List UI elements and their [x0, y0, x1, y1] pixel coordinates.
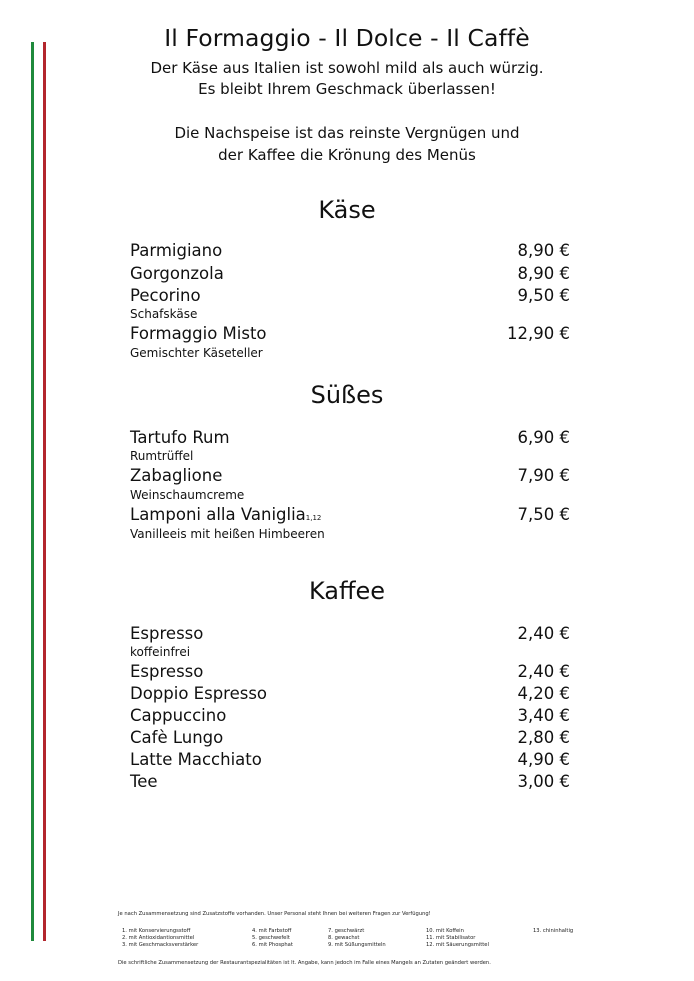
footer-note-top: Je nach Zusammensetzung sind Zusatzstoffe vorhanden. Unser Personal steht Ihnen bei weiteren Fragen zur Verfügung! — [118, 911, 431, 917]
item-name: Gorgonzola — [130, 264, 224, 283]
additive-11: 11. mit Stabilisator — [426, 935, 476, 941]
intro-line-2: Es bleibt Ihrem Geschmack überlassen! — [198, 80, 496, 98]
item-name: Latte Macchiato — [130, 750, 262, 769]
additive-1: 1. mit Konservierungsstoff — [122, 928, 191, 934]
menu-item — [130, 324, 570, 346]
item-price: 12,90 € — [507, 324, 570, 343]
page-title: Il Formaggio - Il Dolce - Il Caffè — [164, 24, 530, 52]
allergen-superscript: 1,12 — [305, 514, 322, 522]
item-price: 8,90 € — [517, 241, 570, 260]
item-description: Gemischter Käseteller — [130, 346, 263, 360]
menu-item — [130, 750, 570, 772]
item-price: 2,40 € — [517, 662, 570, 681]
menu-item — [130, 241, 570, 263]
item-name — [130, 505, 321, 524]
menu-item — [130, 624, 570, 646]
item-name: Zabaglione — [130, 466, 223, 485]
item-price: 2,80 € — [517, 728, 570, 747]
item-description: koffeinfrei — [130, 645, 191, 659]
menu-item — [130, 286, 570, 308]
item-price: 8,90 € — [517, 264, 570, 283]
additive-12: 12. mit Säuerungsmittel — [426, 942, 489, 948]
intro-line-4: der Kaffee die Krönung des Menüs — [218, 146, 476, 164]
item-price: 6,90 € — [517, 428, 570, 447]
item-name: Parmigiano — [130, 241, 223, 260]
additive-9: 9. mit Süßungsmitteln — [328, 942, 386, 948]
section-title-suesses: Süßes — [310, 381, 384, 409]
menu-item — [130, 728, 570, 750]
item-description: Rumtrüffel — [130, 449, 194, 463]
menu-item — [130, 466, 570, 488]
additive-10: 10. mit Koffein — [426, 928, 464, 934]
item-name-text: Lamponi alla Vaniglia — [130, 505, 306, 524]
additive-7: 7. geschwärzt — [328, 928, 365, 934]
menu-item — [130, 772, 570, 794]
menu-item — [130, 505, 570, 527]
additive-6: 6. mit Phosphat — [252, 942, 293, 948]
item-name: Espresso — [130, 624, 204, 643]
item-name: Tee — [130, 772, 158, 791]
additive-8: 8. gewachst — [328, 935, 360, 941]
item-name: Cappuccino — [130, 706, 227, 725]
item-price: 2,40 € — [517, 624, 570, 643]
menu-item — [130, 264, 570, 286]
item-name: Formaggio Misto — [130, 324, 267, 343]
stripe-green — [31, 42, 34, 941]
item-price: 9,50 € — [517, 286, 570, 305]
item-name: Tartufo Rum — [130, 428, 230, 447]
item-price: 4,90 € — [517, 750, 570, 769]
menu-item — [130, 662, 570, 684]
item-description: Schafskäse — [130, 307, 198, 321]
menu-item — [130, 684, 570, 706]
item-name: Pecorino — [130, 286, 201, 305]
item-description: Weinschaumcreme — [130, 488, 245, 502]
additive-3: 3. mit Geschmacksverstärker — [122, 942, 199, 948]
additive-5: 5. geschwefelt — [252, 935, 290, 941]
item-price: 7,50 € — [517, 505, 570, 524]
menu-item — [130, 706, 570, 728]
item-price: 3,40 € — [517, 706, 570, 725]
item-price: 7,90 € — [517, 466, 570, 485]
footer-note-bottom: Die schriftliche Zusammensetzung der Restaurantspezialitäten ist lt. Angabe, kann jedoch im Falle eines Mangels an Zutaten geändert werden. — [118, 960, 491, 966]
stripe-red — [43, 42, 46, 941]
item-name: Doppio Espresso — [130, 684, 268, 703]
item-price: 4,20 € — [517, 684, 570, 703]
intro-line-3: Die Nachspeise ist das reinste Vergnügen und — [174, 124, 520, 142]
additive-4: 4. mit Farbstoff — [252, 928, 292, 934]
item-price: 3,00 € — [517, 772, 570, 791]
additive-13: 13. chininhaltig — [533, 928, 574, 934]
intro-line-1: Der Käse aus Italien ist sowohl mild als auch würzig. — [150, 59, 544, 77]
item-name: Espresso — [130, 662, 204, 681]
section-title-kaese: Käse — [318, 196, 376, 224]
additive-2: 2. mit Antioxidantionsmittel — [122, 935, 195, 941]
item-name: Cafè Lungo — [130, 728, 224, 747]
menu-item — [130, 428, 570, 450]
item-description: Vanilleeis mit heißen Himbeeren — [130, 527, 325, 541]
section-title-kaffee: Kaffee — [308, 577, 386, 605]
